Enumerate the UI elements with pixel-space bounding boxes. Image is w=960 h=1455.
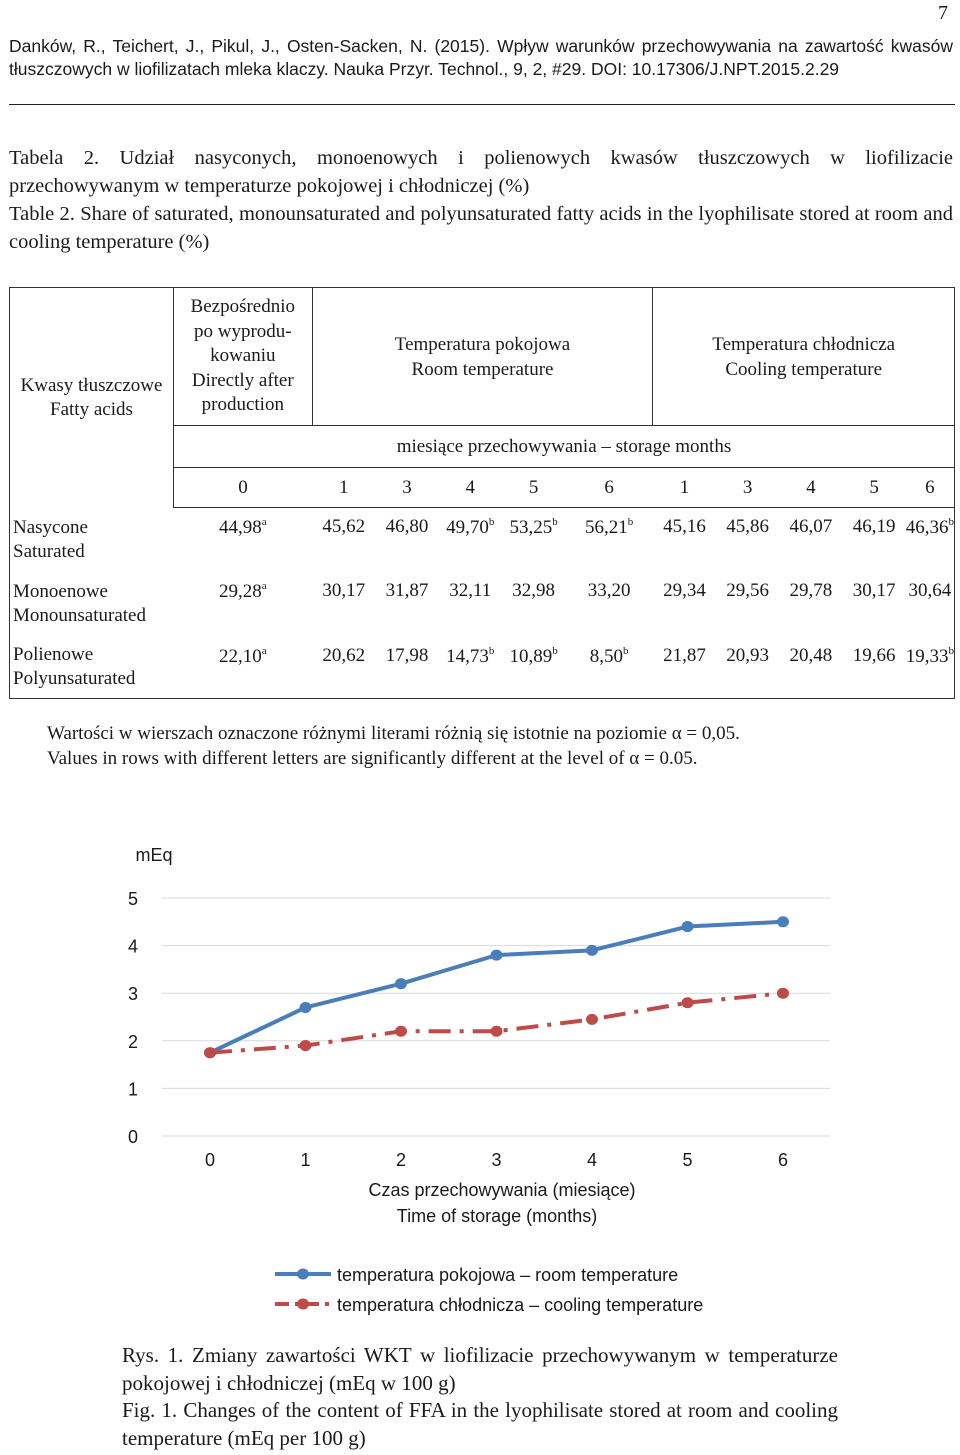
cooling-temperature-en: Cooling temperature xyxy=(725,359,883,380)
table-cell: 46,36$^b$ xyxy=(906,508,955,572)
table-cell: 21,87 xyxy=(653,637,716,699)
header-line: Directly after xyxy=(191,369,294,391)
legend-label: temperatura pokojowa – room temperature xyxy=(337,1265,679,1285)
significance-letter: b xyxy=(948,644,954,657)
data-point xyxy=(777,988,789,999)
row-label xyxy=(10,572,174,637)
row-label xyxy=(10,637,174,699)
fatty-acids-table xyxy=(9,287,955,699)
x-tick-label: 0 xyxy=(204,1150,216,1170)
table-cell: 45,16 xyxy=(663,516,706,537)
legend-swatch-marker xyxy=(297,1269,309,1280)
page-number: 7 xyxy=(938,2,948,24)
table-note xyxy=(47,722,947,771)
table-cell: 20,48 xyxy=(779,637,842,699)
x-tick-label: 3 xyxy=(491,1150,502,1170)
row-label xyxy=(10,508,174,572)
cooling-temperature-pl: Temperatura chłodnicza xyxy=(712,334,896,355)
month-header: 3 xyxy=(375,468,438,508)
table-cell: 19,33$^b$ xyxy=(906,637,955,699)
y-tick-label: 0 xyxy=(127,1127,139,1147)
row-label-en: Saturated xyxy=(13,540,85,562)
data-point xyxy=(682,997,694,1008)
table-cell: 46,19 xyxy=(852,516,896,537)
significance-letter: a xyxy=(261,516,267,528)
table-caption-polish: Tabela 2. Udział nasyconych, monoenowych i polienowych kwasów tłuszczowych w liofilizacie przechowywanym w temperaturze pokojowej i chłodniczej (%) xyxy=(9,147,953,197)
x-axis-title-pl: Czas przechowywania (miesiące) xyxy=(368,1180,636,1200)
data-point xyxy=(395,978,407,989)
x-tick-label: 2 xyxy=(395,1150,407,1170)
month-header: 5 xyxy=(502,468,565,508)
table-cell: 17,98 xyxy=(375,637,438,699)
x-tick-label: 6 xyxy=(777,1150,789,1170)
table-cell: 20,62 xyxy=(312,637,375,699)
table-cell: 46,80 xyxy=(385,516,429,537)
data-point xyxy=(491,950,503,961)
significance-letter: b xyxy=(948,516,954,528)
table-cell: 33,20 xyxy=(587,579,631,601)
significance-letter: b xyxy=(488,644,495,657)
table-cell: 44,98$^a$ xyxy=(218,516,267,538)
month-header: 6 xyxy=(906,468,955,508)
room-temperature-header xyxy=(312,288,653,426)
table-cell: 19,66 xyxy=(842,637,905,699)
table-cell: 45,62 xyxy=(322,516,366,537)
y-tick-label: 2 xyxy=(127,1031,139,1052)
header-line: production xyxy=(201,394,284,416)
x-tick-label: 1 xyxy=(300,1150,311,1170)
significance-letter: a xyxy=(261,579,267,592)
row-label-pl: Monoenowe xyxy=(13,581,108,602)
month-header: 6 xyxy=(565,468,652,508)
significance-letter: b xyxy=(622,644,629,657)
figure-caption-pl: Rys. 1. Zmiany zawartości WKT w liofilizacie przechowywanym w temperaturze pokojowej i chłodniczej (mEq w 100 g) xyxy=(122,1343,838,1395)
month-header: 4 xyxy=(779,468,842,508)
table-cell: 14,73$^b$ xyxy=(439,637,502,699)
table-cell: 45,86 xyxy=(726,516,770,537)
table-cell: 32,98 xyxy=(512,579,556,601)
significance-letter: a xyxy=(261,644,267,657)
table-cell: 30,17 xyxy=(322,579,366,601)
y-tick-label: 1 xyxy=(127,1079,139,1100)
table-cell: 29,78 xyxy=(789,579,833,601)
room-temperature-en: Room temperature xyxy=(411,359,554,380)
table-cell: 8,50$^b$ xyxy=(565,637,652,699)
table-cell: 29,34 xyxy=(663,579,706,601)
figure-caption xyxy=(122,1342,838,1452)
table-cell: 29,28$^a$ xyxy=(218,579,267,602)
table-note-en: Values in rows with different letters are significantly different at the level of α = 0.05. xyxy=(47,747,698,769)
table-cell: 22,10$^a$ xyxy=(173,637,312,699)
data-point xyxy=(300,1040,312,1051)
legend-label: temperatura chłodnicza – cooling temperature xyxy=(337,1295,704,1315)
fatty-acids-header-en: Fatty acids xyxy=(50,398,133,420)
table-cell: 20,93 xyxy=(716,637,779,699)
month-header: 1 xyxy=(312,468,375,508)
significance-letter: b xyxy=(488,516,495,528)
y-tick-label: 4 xyxy=(127,936,139,957)
data-point xyxy=(204,1047,216,1058)
citation: Danków, R., Teichert, J., Pikul, J., Osten-Sacken, N. (2015). Wpływ warunków przechowywania na zawartość kwasów tłuszczowych w liofilizatach mleka klaczy. Nauka Przyr. Technol., 9, 2, #29. DOI: 10.17306/J.NPT.2015.2.29 xyxy=(9,36,953,79)
data-point xyxy=(395,1026,407,1037)
x-axis-title-en: Time of storage (months) xyxy=(396,1206,598,1226)
table-note-pl: Wartości w wierszach oznaczone różnymi literami różnią się istotnie na poziomie α = 0,05. xyxy=(47,723,740,744)
row-label-en: Polyunsaturated xyxy=(13,668,136,690)
table-cell: 30,64 xyxy=(906,572,955,637)
row-label-pl: Nasycone xyxy=(13,516,88,538)
data-point xyxy=(586,945,598,956)
data-point xyxy=(300,1002,312,1013)
header-line: kowaniu xyxy=(210,345,276,367)
table-cell: 10,89$^b$ xyxy=(502,637,565,699)
row-label-pl: Polienowe xyxy=(13,644,94,666)
header-line: po wyprodu- xyxy=(193,320,292,342)
ffa-line-chart xyxy=(0,830,960,1330)
storage-months-label: miesiące przechowywania – storage months xyxy=(173,426,954,468)
y-tick-label: 5 xyxy=(127,889,139,909)
data-point xyxy=(777,916,789,927)
table-cell: 31,87 xyxy=(385,579,429,601)
cooling-temperature-header xyxy=(653,288,955,426)
x-tick-label: 4 xyxy=(586,1150,598,1170)
table-caption-english: Table 2. Share of saturated, monounsaturated and polyunsaturated fatty acids in the lyophilisate stored at room and cooling temperature (%) xyxy=(9,203,953,253)
header-divider xyxy=(9,104,955,105)
figure-caption-en: Fig. 1. Changes of the content of FFA in the lyophilisate stored at room and cooling temperature (mEq per 100 g) xyxy=(122,1398,838,1450)
month-header: 5 xyxy=(842,468,905,508)
table-cell: 29,56 xyxy=(726,579,770,601)
significance-letter: b xyxy=(552,644,558,657)
table-row xyxy=(10,637,955,699)
table-row xyxy=(10,508,955,572)
room-temperature-pl: Temperatura pokojowa xyxy=(394,334,571,355)
directly-after-production-header xyxy=(173,288,312,426)
header-line: Bezpośrednio xyxy=(190,296,296,318)
x-tick-label: 5 xyxy=(682,1150,693,1170)
data-point xyxy=(682,921,694,932)
y-axis-title: mEq xyxy=(135,845,173,865)
significance-letter: b xyxy=(627,516,634,528)
table-cell: 30,17 xyxy=(852,579,896,601)
series-line-cooling xyxy=(210,993,783,1052)
fatty-acids-header xyxy=(10,288,174,508)
month-header: 0 xyxy=(173,468,312,508)
significance-letter: b xyxy=(552,516,558,528)
table-row xyxy=(10,572,955,637)
table-cell: 46,07 xyxy=(789,516,833,537)
table-cell: 49,70$^b$ xyxy=(446,516,495,538)
fatty-acids-header-pl: Kwasy tłuszczowe xyxy=(20,374,163,396)
month-header: 3 xyxy=(716,468,779,508)
table-cell: 56,21$^b$ xyxy=(584,516,634,538)
table-cell: 53,25$^b$ xyxy=(509,516,558,538)
table-cell: 32,11 xyxy=(449,579,492,601)
data-point xyxy=(586,1014,598,1025)
row-label-en: Monounsaturated xyxy=(13,605,146,626)
month-header: 4 xyxy=(439,468,502,508)
y-tick-label: 3 xyxy=(127,984,139,1005)
month-header: 1 xyxy=(653,468,716,508)
data-point xyxy=(491,1026,503,1037)
legend-swatch-marker xyxy=(297,1299,309,1310)
